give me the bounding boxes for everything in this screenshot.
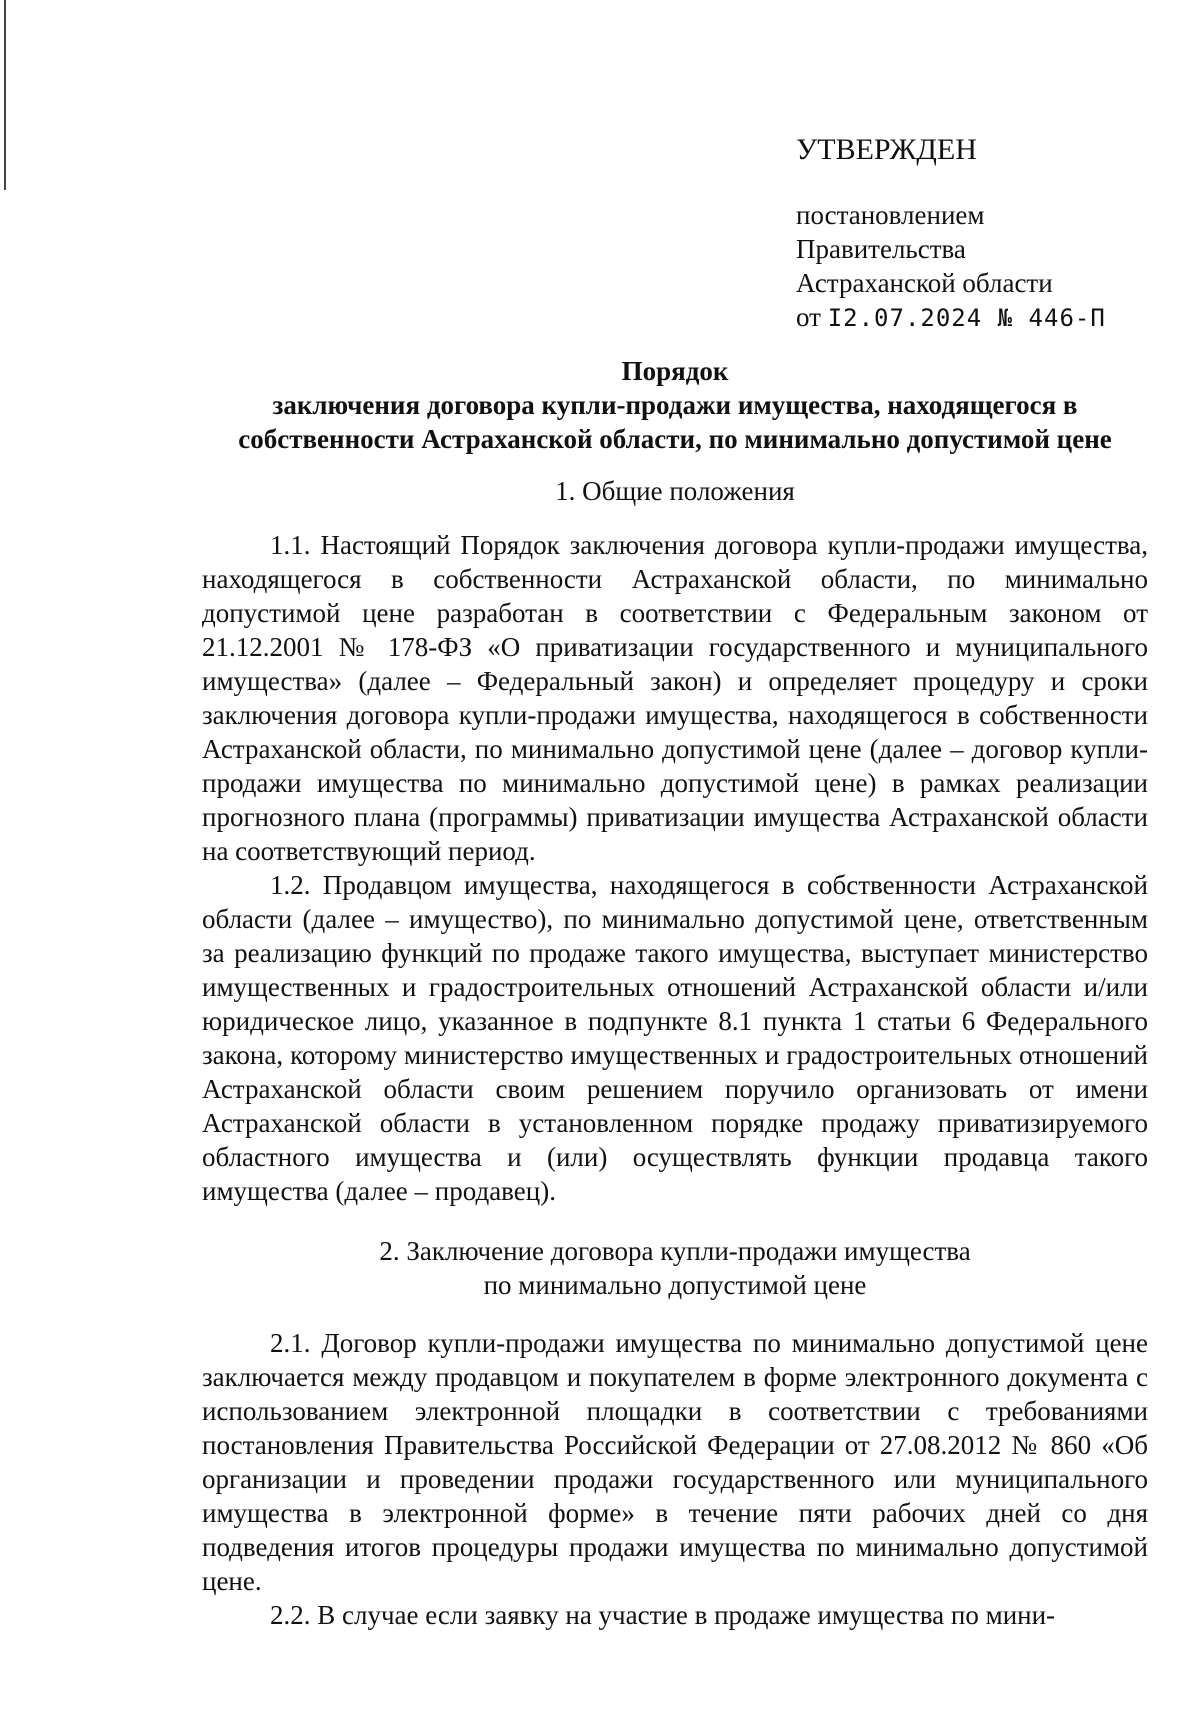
title-line-2: собственности Астраханской области, по минимально допустимой цене bbox=[238, 424, 1112, 454]
approval-date-line bbox=[796, 300, 1136, 335]
approval-line-2: Правительства bbox=[796, 234, 966, 264]
paragraph-1-1: 1.1. Настоящий Порядок заключения договора купли-продажи имущества, находящегося в собственности Астраханской области, по минимально допустимой цене разработан в соответствии с Федеральным законом от 21.12.2001 № 178-ФЗ «О приватизации государственного и муниципального имущества» (далее – Федеральный закон) и определяет процедуру и сроки заключения договора купли-продажи имущества, находящегося в собственности Астраханской области, по минимально допустимой цене (далее – договор купли-продажи имущества по минимально допустимой цене) в рамках реализации прогнозного плана (программы) приватизации имущества Астраханской области на соответствующий период. bbox=[202, 530, 1148, 866]
approval-stamp bbox=[796, 128, 1136, 335]
page-edge-mark bbox=[4, 0, 6, 190]
title-line-1: заключения договора купли-продажи имущества, находящегося в bbox=[272, 390, 1078, 420]
document-body bbox=[202, 354, 1148, 1632]
section-2-heading-line-1: 2. Заключение договора купли-продажи имущества bbox=[379, 1236, 971, 1266]
section-1-heading: 1. Общие положения bbox=[555, 476, 795, 506]
approval-heading: УТВЕРЖДЕН bbox=[796, 133, 977, 166]
title-main: Порядок bbox=[621, 356, 729, 386]
approval-date-prefix: от bbox=[796, 302, 821, 332]
approval-line-1: постановлением bbox=[796, 200, 985, 230]
section-2-heading bbox=[202, 1234, 1148, 1302]
paragraph-2-2: 2.2. В случае если заявку на участие в продаже имущества по мини- bbox=[270, 1600, 1056, 1630]
approval-line-3: Астраханской области bbox=[796, 268, 1053, 298]
approval-date-number: I2.07.2024 № 446-П bbox=[827, 304, 1106, 332]
paragraph-1-2: 1.2. Продавцом имущества, находящегося в собственности Астраханской области (далее – имущество), по минимально допустимой цене, ответственным за реализацию функций по продаже такого имущества, выступает министерство имущественных и градостроительных отношений Астраханской области и/или юридическое лицо, указанное в подпункте 8.1 пункта 1 статьи 6 Федерального закона, которому министерство имущественных и градостроительных отношений Астраханской области своим решением поручило организовать от имени Астраханской области в установленном порядке продажу приватизируемого областного имущества и (или) осуществлять функции продавца такого имущества (далее – продавец). bbox=[202, 870, 1148, 1206]
section-2-heading-line-2: по минимально допустимой цене bbox=[483, 1270, 867, 1300]
document-title bbox=[202, 354, 1148, 456]
paragraph-2-1: 2.1. Договор купли-продажи имущества по минимально допустимой цене заключается между продавцом и покупателем в форме электронного документа с использованием электронной площадки в соответствии с требованиями постановления Правительства Российской Федерации от 27.08.2012 № 860 «Об организации и проведении продажи государственного или муниципального имущества в электронной форме» в течение пяти рабочих дней со дня подведения итогов процедуры продажи имущества по минимально допустимой цене. bbox=[202, 1328, 1148, 1596]
